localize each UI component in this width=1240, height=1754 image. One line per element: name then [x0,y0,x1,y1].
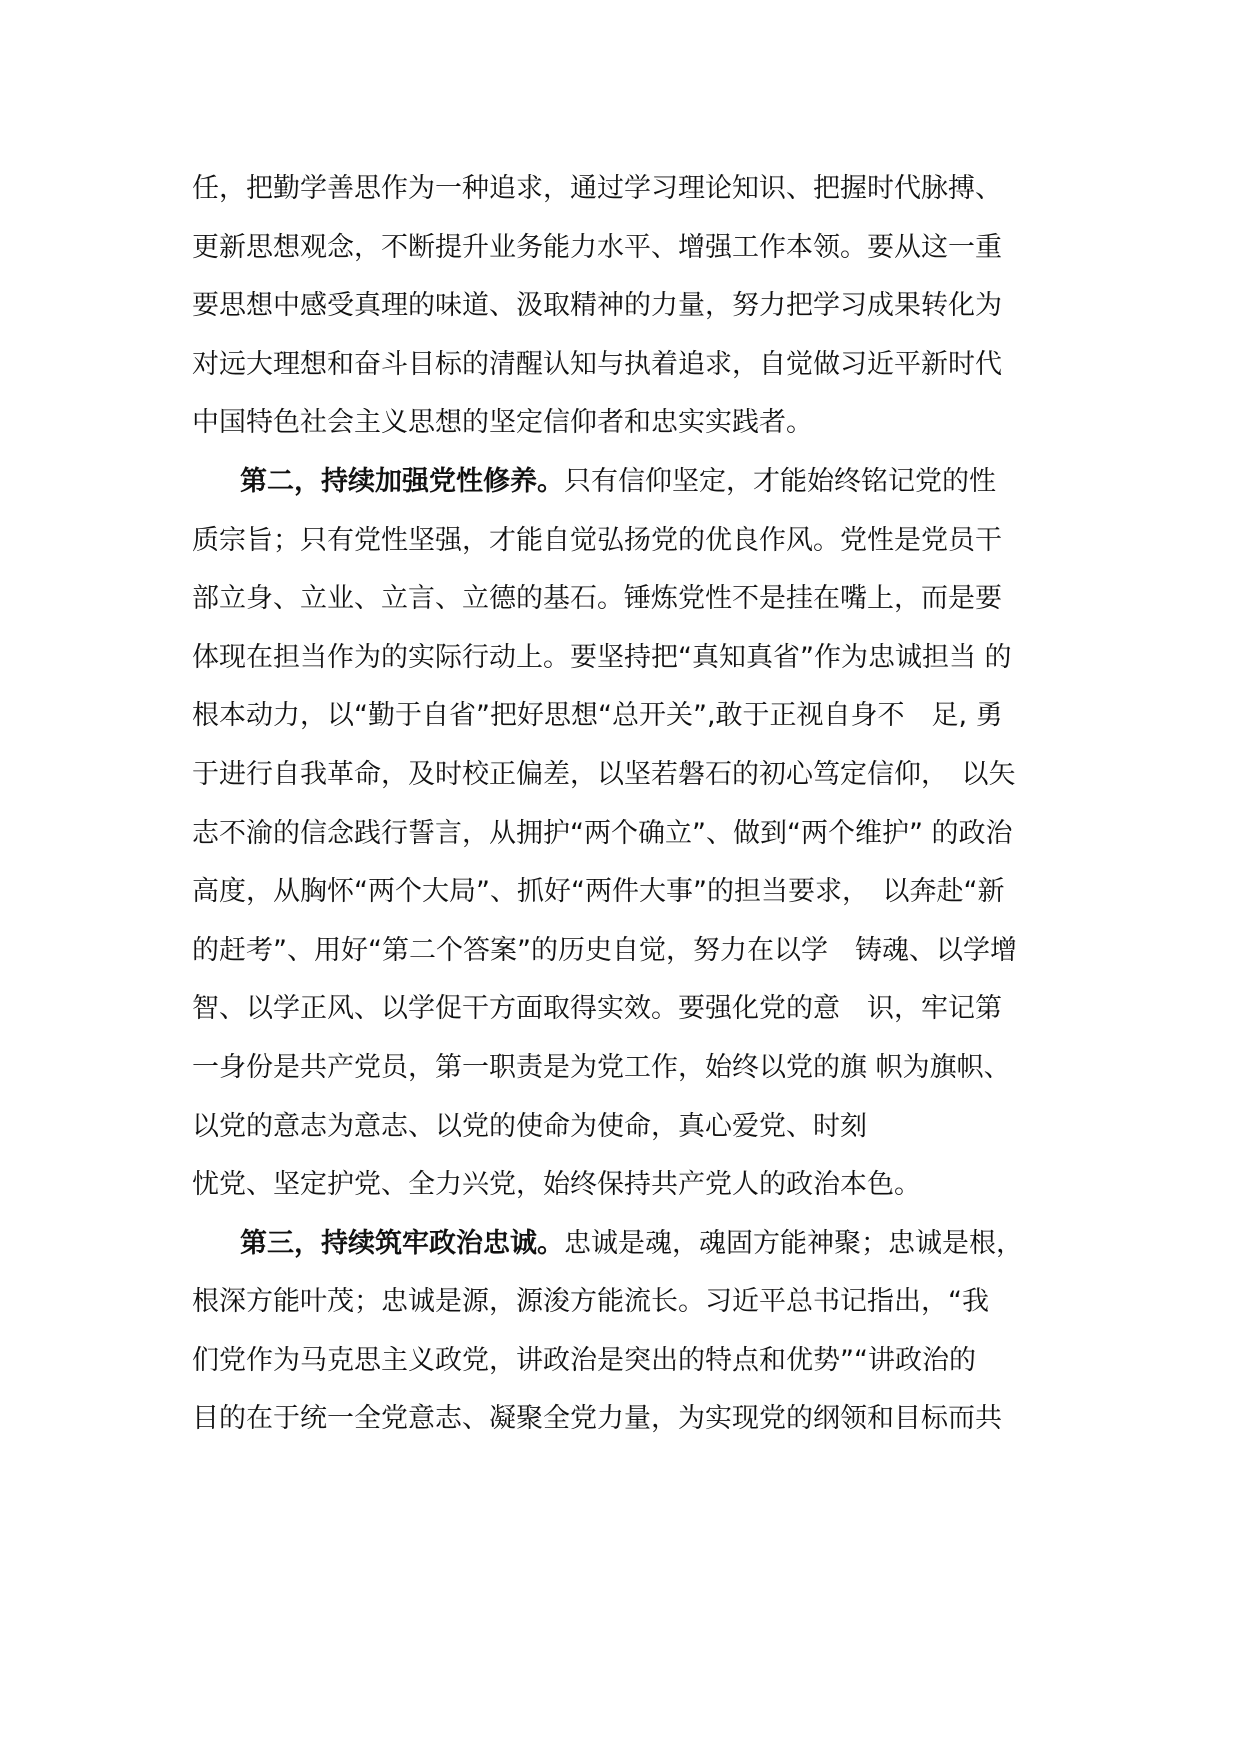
text-line: 对远大理想和奋斗目标的清醒认知与执着追求，自觉做习近平新时代 [192,348,1002,380]
text-line [192,453,1072,512]
text-line: 以党的意志为意志、以党的使命为使命，真心爱党、时刻 [192,1110,867,1142]
document-body [192,160,1072,1449]
text-line: 目的在于统一全党意志、凝聚全党力量，为实现党的纲领和目标而共 [192,1403,1002,1435]
text-line: 任，把勤学善思作为一种追求，通过学习理论知识、把握时代脉搏、 [192,173,1002,204]
text-line: 根深方能叶茂；忠诚是源，源浚方能流长。习近平总书记指出，“我 [192,1286,989,1318]
text-line: 部立身、立业、立言、立德的基石。锤炼党性不是挂在嘴上，而是要 [192,583,1002,615]
text-line: 一身份是共产党员，第一职责是为党工作，始终以党的旗 帜为旗帜、 [192,1051,1011,1083]
text-span: 忠诚是魂，魂固方能神聚；忠诚是根， [564,1227,1023,1259]
text-line: 中国特色社会主义思想的坚定信仰者和忠实实践者。 [192,407,813,439]
text-line: 高度，从胸怀“两个大局”、抓好“两件大事”的担当要求， 以奔赴“新 [192,876,1005,908]
text-line: 于进行自我革命，及时校正偏差，以坚若磐石的初心笃定信仰， 以矢 [192,758,1016,790]
text-line: 体现在担当作为的实际行动上。要坚持把“真知真省”作为忠诚担当 的 [192,641,1012,673]
paragraph-3 [192,1215,1072,1449]
paragraph-1 [192,160,1072,453]
text-span: 只有信仰坚定，才能始终铭记党的性 [564,465,996,497]
text-line: 们党作为马克思主义政党，讲政治是突出的特点和优势”“讲政治的 [192,1344,976,1376]
text-line: 更新思想观念，不断提升业务能力水平、增强工作本领。要从这一重 [192,231,1002,263]
text-line: 质宗旨；只有党性坚强，才能自觉弘扬党的优良作风。党性是党员干 [192,524,1002,556]
text-line [192,1215,1072,1274]
text-line: 忧党、坚定护党、全力兴党，始终保持共产党人的政治本色。 [192,1169,921,1201]
text-line: 智、以学正风、以学促干方面取得实效。要强化党的意 识，牢记第 [192,993,1002,1025]
text-line: 的赶考”、用好“第二个答案”的历史自觉，努力在以学 铸魂、以学增 [192,934,1017,966]
text-line: 志不渝的信念践行誓言，从拥护“两个确立”、做到“两个维护” 的政治 [192,817,1013,849]
paragraph-heading: 第二，持续加强党性修养。 [240,465,564,497]
paragraph-heading: 第三，持续筑牢政治忠诚。 [240,1227,564,1259]
paragraph-2 [192,453,1072,1215]
text-line: 根本动力，以“勤于自省”把好思想“总开关”,敢于正视自身不 足, 勇 [192,700,1003,732]
text-line: 要思想中感受真理的味道、汲取精神的力量，努力把学习成果转化为 [192,290,1002,322]
